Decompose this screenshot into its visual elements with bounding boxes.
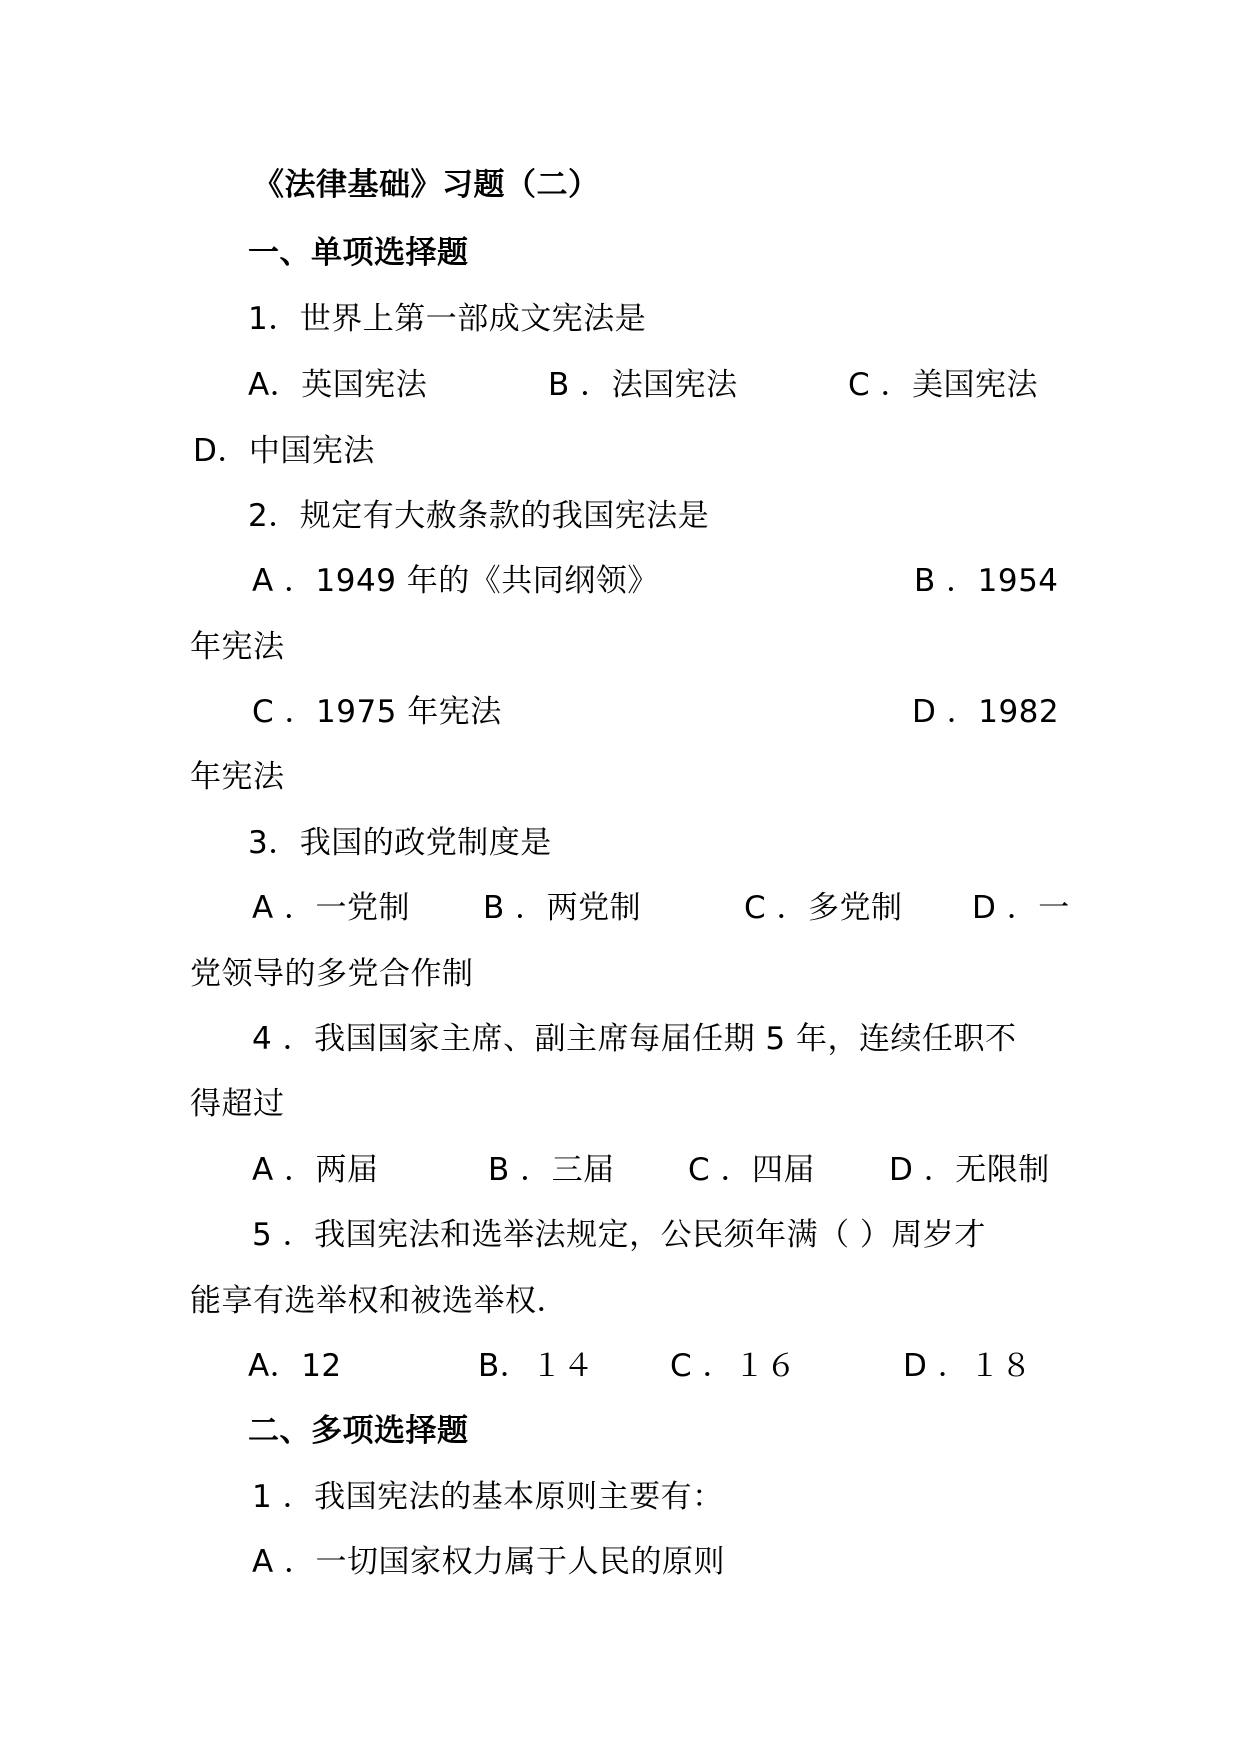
question-5-stem-continued: 能享有选举权和被选举权．: [190, 1283, 568, 1319]
question-2-option-d: D ．1982: [912, 694, 1060, 730]
question-3-option-c: C ．多党制: [744, 890, 903, 926]
question-1-option-c: C ．美国宪法: [848, 367, 1038, 403]
question-2-option-b-continued: 年宪法: [190, 629, 285, 665]
question-3-option-d: D ．一: [972, 890, 1070, 926]
question-5-option-c: C ．１６: [670, 1348, 797, 1384]
question-5-option-a: A．12: [248, 1348, 342, 1384]
question-2-option-b: B ．1954: [914, 563, 1059, 599]
question-4-stem-continued: 得超过: [190, 1086, 285, 1122]
question-2-stem: 2．规定有大赦条款的我国宪法是: [248, 498, 710, 534]
question-3-option-a: A ．一党制: [252, 890, 411, 926]
question-4-option-c: C ．四届: [688, 1152, 815, 1188]
question-3-stem: 3．我国的政党制度是: [248, 825, 552, 861]
question-2-option-c: C ．1975 年宪法: [252, 694, 502, 730]
section-heading-single-choice: 一、单项选择题: [248, 235, 469, 271]
question-4-option-d: D ．无限制: [889, 1152, 1050, 1188]
question-1-option-a: A．英国宪法: [248, 367, 428, 403]
question-4-option-a: A ．两届: [252, 1152, 379, 1188]
question-5-option-d: D ．１８: [903, 1348, 1033, 1384]
question-5-stem: 5 ．我国宪法和选举法规定，公民须年满（ ）周岁才: [252, 1217, 986, 1253]
question-1-option-b: B ．法国宪法: [548, 367, 738, 403]
multi-question-1-stem: 1 ．我国宪法的基本原则主要有：: [252, 1479, 724, 1515]
question-3-option-d-continued: 党领导的多党合作制: [190, 956, 474, 992]
page-title: 《法律基础》习题（二）: [253, 167, 600, 203]
question-5-option-b: B．１４: [478, 1348, 595, 1384]
question-1-option-d: D．中国宪法: [193, 433, 375, 469]
question-3-option-b: B ．两党制: [483, 890, 642, 926]
question-2-option-d-continued: 年宪法: [190, 759, 285, 795]
question-1-stem: 1．世界上第一部成文宪法是: [248, 301, 647, 337]
multi-question-1-option-a: A ．一切国家权力属于人民的原则: [252, 1544, 726, 1580]
question-4-stem: 4 ．我国国家主席、副主席每届任期 5 年，连续任职不: [252, 1021, 1017, 1057]
question-4-option-b: B ．三届: [488, 1152, 615, 1188]
section-heading-multiple-choice: 二、多项选择题: [248, 1413, 469, 1449]
question-2-option-a: A ．1949 年的《共同纲领》: [252, 563, 659, 599]
